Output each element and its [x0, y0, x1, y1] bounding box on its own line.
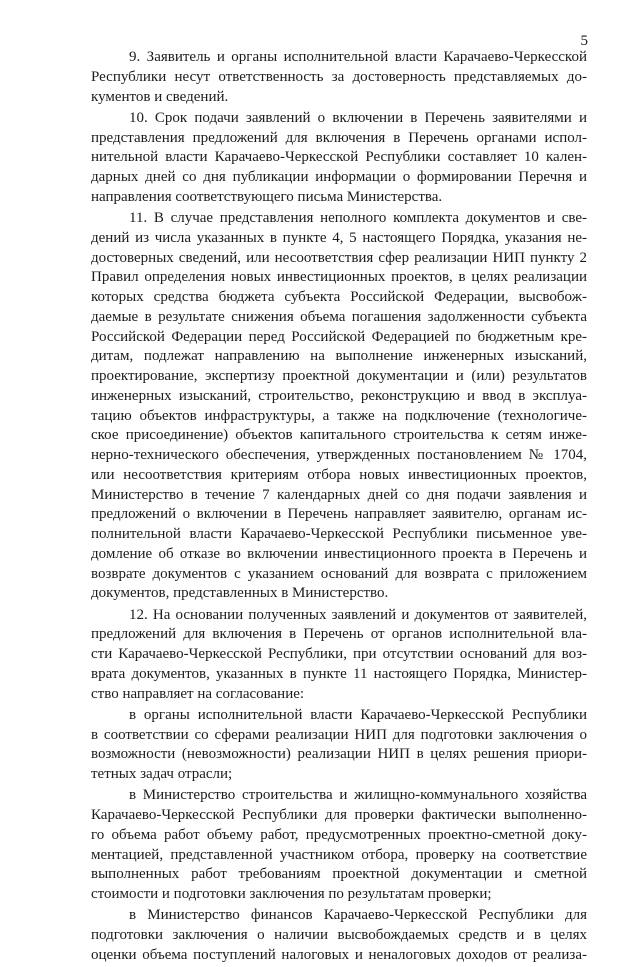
- text-line: даемые в результате снижения объема погашения задолженности субъекта: [91, 308, 587, 325]
- text-line: в Министерство строительства и жилищно-коммунального хозяйства: [129, 787, 587, 804]
- text-line: ское присоединение) объектов капитального строительства к сетям инже-: [91, 427, 587, 444]
- text-line: стоимости и подготовки заключения по результатам проверки;: [91, 886, 492, 902]
- paragraph-p11: [91, 209, 587, 604]
- text-line: домление об отказе во включении инвестиционного проекта в Перечень и: [91, 545, 587, 562]
- text-line: в органы исполнительной власти Карачаево-Черкесской Республики: [129, 706, 587, 723]
- text-line: 11. В случае представления неполного комплекта документов и све-: [129, 210, 587, 226]
- text-line: Республики несут ответственность за достоверность представляемых до-: [91, 68, 587, 85]
- paragraph-p12: [91, 606, 587, 705]
- text-line: Карачаево-Черкесской Республики для проверки фактически выполненно-: [91, 807, 587, 823]
- text-line: выполненных работ требованиям проектной документации и сметной: [91, 866, 587, 883]
- text-line: тетных задач отрасли;: [91, 766, 233, 782]
- text-line: 12. На основании полученных заявлений и документов от заявителей,: [129, 606, 587, 623]
- text-line: в Министерство финансов Карачаево-Черкесской Республики для: [129, 907, 587, 924]
- text-line: в соответствии со сферами реализации НИП для подготовки заключения о: [91, 726, 587, 743]
- text-line: инженерных изысканий, строительство, реконструкцию и ввод в эксплуа-: [91, 387, 587, 404]
- paragraph-p9: [91, 48, 587, 107]
- text-line: направления соответствующего письма Министерства.: [91, 188, 443, 205]
- paragraph-p10: [91, 109, 587, 208]
- paragraph-p12a: [91, 706, 587, 785]
- text-line: проектирование, экспертизу проектной документации и (или) результатов: [91, 368, 587, 384]
- text-line: кументов и сведений.: [91, 88, 229, 105]
- paragraph-p12b: [91, 786, 587, 905]
- text-line: врата документов, указанных в пункте 11 настоящего Порядка, Министер-: [91, 665, 587, 682]
- text-line: предложений о включении в Перечень направляет заявителю, органам ис-: [91, 506, 587, 523]
- text-line: или несоответствия критериям отбора новых инвестиционных проектов,: [91, 466, 587, 483]
- text-line: Российской Федерации перед Российской Федерацией по бюджетным кре-: [91, 328, 587, 345]
- text-line: тацию объектов инфраструктуры, а также на подключение (технологиче-: [91, 407, 587, 424]
- paragraph-p12c: [91, 906, 587, 965]
- text-line: подготовки заключения о наличии высвобождаемых средств и в целях: [91, 927, 587, 943]
- text-line: документов, представленных в Министерство.: [91, 585, 389, 602]
- text-line: возврате документов с указанием оснований для возврата с приложением: [91, 565, 587, 582]
- text-line: го объема работ объему работ, предусмотренных проектно-сметной доку-: [91, 826, 587, 843]
- text-line: ство направляет на согласование:: [91, 685, 305, 702]
- text-line: оценки объема поступлений налоговых и неналоговых доходов от реализа-: [91, 946, 587, 963]
- text-line: 10. Срок подачи заявлений о включении в Перечень заявителями и: [129, 109, 587, 126]
- text-line: 9. Заявитель и органы исполнительной власти Карачаево-Черкесской: [129, 49, 587, 65]
- text-line: ментацией, представленной участником отбора, проверку на соответствие: [91, 846, 587, 863]
- text-line: достоверных сведений, или несоответствия сфер реализации НИП пункту 2: [91, 249, 587, 266]
- page-number: 5: [580, 33, 588, 49]
- text-line: нерно-технического обеспечения, утвержденных постановлением № 1704,: [91, 447, 587, 463]
- text-line: дитам, подлежат направлению на выполнение инженерных изысканий,: [91, 348, 587, 365]
- text-line: дарных дней со дня публикации информации о формировании Перечня и: [91, 169, 587, 185]
- text-line: предложений для включения в Перечень от органов исполнительной вла-: [91, 626, 587, 643]
- text-line: представления предложений для включения в Перечень органами испол-: [91, 129, 587, 146]
- text-line: возможности (невозможности) реализации НИП в целях решения приори-: [91, 746, 587, 763]
- text-line: Министерство в течение 7 календарных дней со дня подачи заявления и: [91, 486, 587, 503]
- text-line: которых средства бюджета субъекта Российской Федерации, высвобож-: [91, 289, 587, 305]
- document-body: [91, 48, 587, 967]
- text-line: нительной власти Карачаево-Черкесской Республики составляет 10 кален-: [91, 149, 587, 166]
- text-line: сти Карачаево-Черкесской Республики, при отсутствии оснований для воз-: [91, 646, 587, 662]
- text-line: дений из числа указанных в пункте 4, 5 настоящего Порядка, указания не-: [91, 229, 587, 246]
- text-line: полнительной власти Карачаево-Черкесской Республики письменное уве-: [91, 526, 587, 542]
- text-line: Правил определения новых инвестиционных проектов, в целях реализации: [91, 269, 587, 286]
